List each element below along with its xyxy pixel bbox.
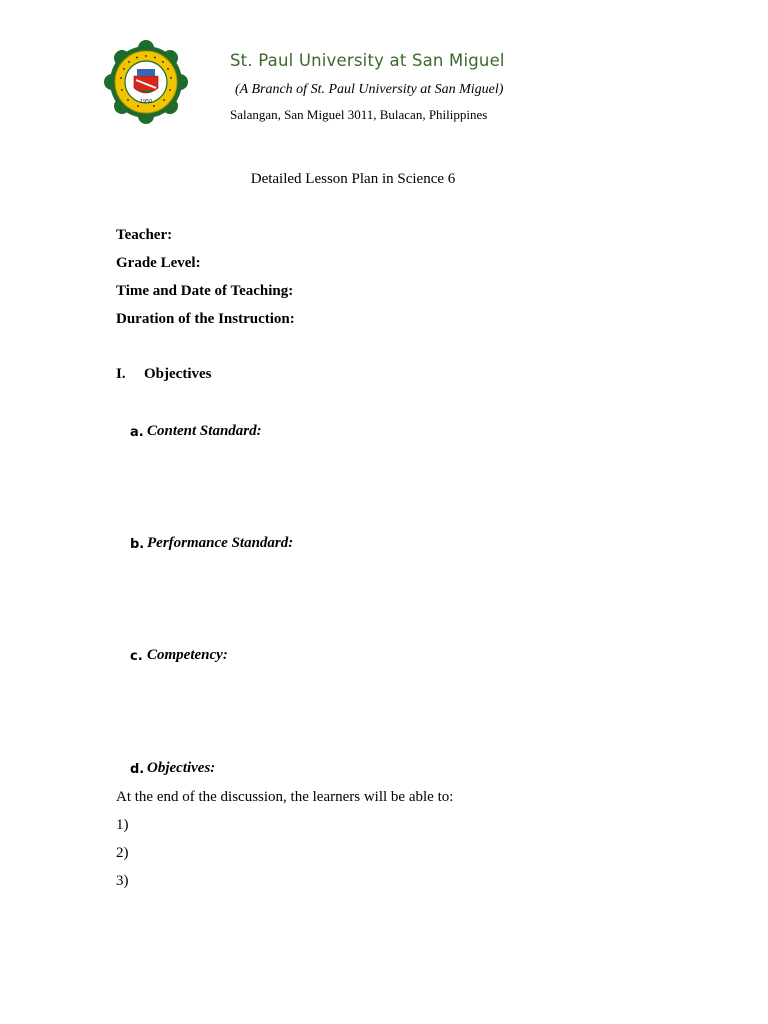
section-title: Objectives bbox=[144, 366, 212, 382]
content-standard-label: Content Standard: bbox=[147, 423, 262, 439]
numbered-item: 1) bbox=[116, 817, 129, 833]
numbered-item: 2) bbox=[116, 845, 129, 861]
objectives-label: Objectives: bbox=[147, 760, 216, 776]
item-letter: d. bbox=[130, 762, 145, 777]
address-line-clip bbox=[225, 100, 525, 122]
objectives-intro: At the end of the discussion, the learners will be able to: bbox=[116, 789, 454, 805]
item-letter: b. bbox=[130, 537, 145, 552]
document-title: Detailed Lesson Plan in Science 6 bbox=[250, 171, 456, 187]
competency-label: Competency: bbox=[147, 647, 228, 663]
address-line: Salangan, San Miguel 3011, Bulacan, Philippines bbox=[230, 107, 488, 122]
item-letter: c. bbox=[130, 649, 143, 664]
seal-year: 1950 bbox=[139, 99, 153, 105]
item-letter: a. bbox=[130, 425, 144, 440]
time-date-label: Time and Date of Teaching: bbox=[116, 283, 294, 299]
grade-level-label: Grade Level: bbox=[116, 255, 201, 271]
duration-label: Duration of the Instruction: bbox=[116, 311, 295, 327]
school-seal-logo bbox=[103, 41, 189, 123]
school-name: St. Paul University at San Miguel bbox=[230, 51, 505, 70]
numbered-item: 3) bbox=[116, 873, 129, 889]
section-number: I. bbox=[116, 366, 126, 382]
teacher-label: Teacher: bbox=[116, 227, 173, 243]
branch-subtitle: (A Branch of St. Paul University at San Miguel) bbox=[235, 82, 504, 97]
performance-standard-label: Performance Standard: bbox=[147, 535, 294, 551]
